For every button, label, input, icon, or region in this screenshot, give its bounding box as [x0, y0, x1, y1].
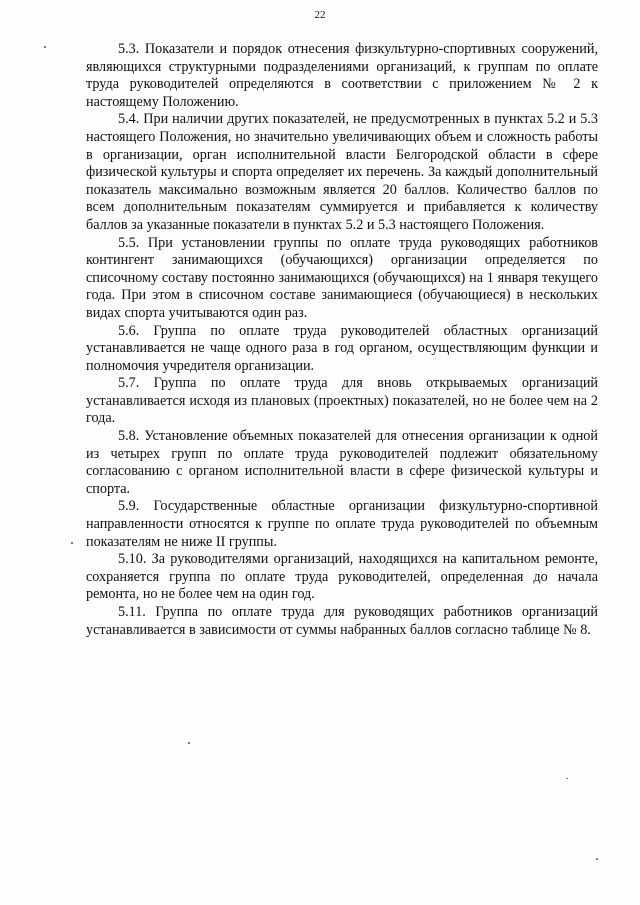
scan-speck [71, 542, 73, 544]
document-body [86, 41, 598, 639]
scan-speck [44, 46, 46, 48]
scan-speck [188, 742, 190, 744]
paragraph-5-9: 5.9. Государственные областные организации физкультурно-спортивной направленности относятся к группе по оплате труда руководителей по объемным показателям не ниже II группы. [86, 498, 598, 550]
page-number: 22 [314, 9, 326, 21]
paragraph-5-4: 5.4. При наличии других показателей, не предусмотренных в пунктах 5.2 и 5.3 настоящего Положения, но значительно увеличивающих объем и сложность работы в организации, орган исполнительной власти Белгородской области в сфере физической культуры и спорта определяет их перечень. За каждый дополнительный показатель максимально возможным является 20 баллов. Количество баллов по всем дополнительным показателям суммируется и прибавляется к количеству баллов за указанные показатели в пунктах 5.2 и 5.3 настоящего Положения. [86, 111, 598, 233]
scan-speck [596, 858, 598, 860]
scan-speck [566, 778, 568, 779]
paragraph-5-10: 5.10. За руководителями организаций, находящихся на капитальном ремонте, сохраняется группа по оплате труда руководителей, определенная до начала ремонта, но не более чем на один год. [86, 551, 598, 603]
paragraph-5-6: 5.6. Группа по оплате труда руководителей областных организаций устанавливается не чаще одного раза в год органом, осуществляющим функции и полномочия учредителя организации. [86, 322, 598, 374]
paragraph-5-11: 5.11. Группа по оплате труда для руководящих работников организаций устанавливается в зависимости от суммы набранных баллов согласно таблице № 8. [86, 604, 598, 638]
paragraph-5-3: 5.3. Показатели и порядок отнесения физкультурно-спортивных сооружений, являющихся структурными подразделениями организаций, к группам по оплате труда руководителей определяются в соответствии с приложением № 2 к настоящему Положению. [86, 41, 598, 110]
paragraph-5-8: 5.8. Установление объемных показателей для отнесения организации к одной из четырех групп по оплате труда руководителей подлежит обязательному согласованию с органом исполнительной власти в сфере физической культуры и спорта. [86, 428, 598, 497]
paragraph-5-5: 5.5. При установлении группы по оплате труда руководящих работников контингент занимающихся (обучающихся) организации определяется по списочному составу постоянно занимающихся (обучающихся) на 1 января текущего года. При этом в списочном составе занимающиеся (обучающиеся) в нескольких видах спорта учитываются один раз. [86, 234, 598, 321]
paragraph-5-7: 5.7. Группа по оплате труда для вновь открываемых организаций устанавливается исходя из плановых (проектных) показателей, но не более чем на 2 года. [86, 375, 598, 427]
